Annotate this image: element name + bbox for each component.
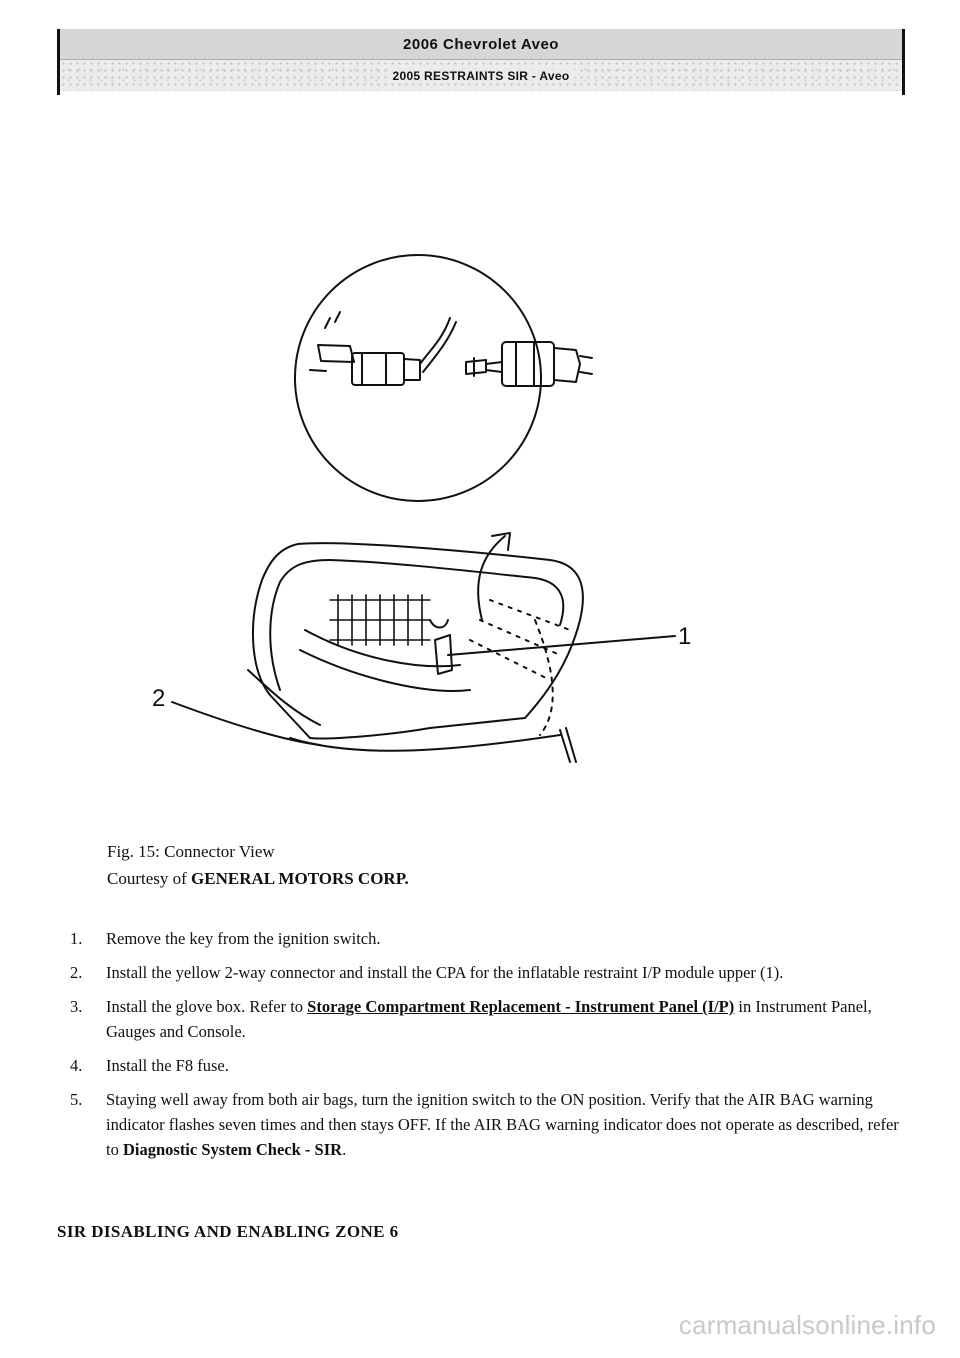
figure-caption [107,838,409,892]
step-text: Install the yellow 2-way connector and install the CPA for the inflatable restraint I/P module upper (1). [106,963,784,982]
step-text: Install the F8 fuse. [106,1056,229,1075]
connector-view-figure [130,150,690,780]
connector-illustration [130,150,690,780]
step-number: 1. [70,929,83,948]
procedure-steps [70,926,900,1171]
step-text: Remove the key from the ignition switch. [106,929,381,948]
page-header [57,29,905,95]
header-subtitle-bar [60,60,902,91]
step-number: 4. [70,1056,83,1075]
header-title-bar [60,29,902,60]
storage-compartment-link[interactable]: Storage Compartment Replacement - Instrument Panel (I/P) [307,997,735,1016]
connector-left [310,312,456,385]
watermark: carmanualsonline.info [678,1310,936,1340]
step-5 [70,1087,900,1162]
section-heading: SIR DISABLING AND ENABLING ZONE 6 [57,1222,399,1241]
step-number: 2. [70,963,83,982]
step-text: Install the glove box. Refer to Storage Compartment Replacement - Instrument Panel (I/P) in Instrument Panel, Gauges and Console. [106,997,872,1041]
magnified-detail-circle [295,255,541,501]
connector-right [466,342,592,386]
diagnostic-system-check-ref[interactable]: Diagnostic System Check - SIR [122,1140,343,1159]
caption-title: Fig. 15: Connector View [107,842,275,861]
step-4 [70,1053,900,1078]
glove-box-housing [248,543,583,762]
callout-1-label: 1 [678,623,692,650]
step-number: 3. [70,997,83,1016]
step-1 [70,926,900,951]
direction-arrow [478,536,505,620]
document-title: 2006 Chevrolet Aveo [403,35,559,53]
step-text: Staying well away from both air bags, turn the ignition switch to the ON position. Verify that the AIR BAG warning indicator flashes seven times and then stays OFF. If the AIR BAG warning indicator does not operate as described, refer to Diagnostic System Check - SIR. [106,1090,899,1159]
document-subtitle: 2005 RESTRAINTS SIR - Aveo [387,69,576,83]
caption-credit: Courtesy of GENERAL MOTORS CORP. [107,869,409,888]
step-2 [70,960,900,985]
header-right-rule [902,29,905,95]
callout-2-label: 2 [152,685,166,712]
step-number: 5. [70,1090,83,1109]
step-3 [70,994,900,1044]
